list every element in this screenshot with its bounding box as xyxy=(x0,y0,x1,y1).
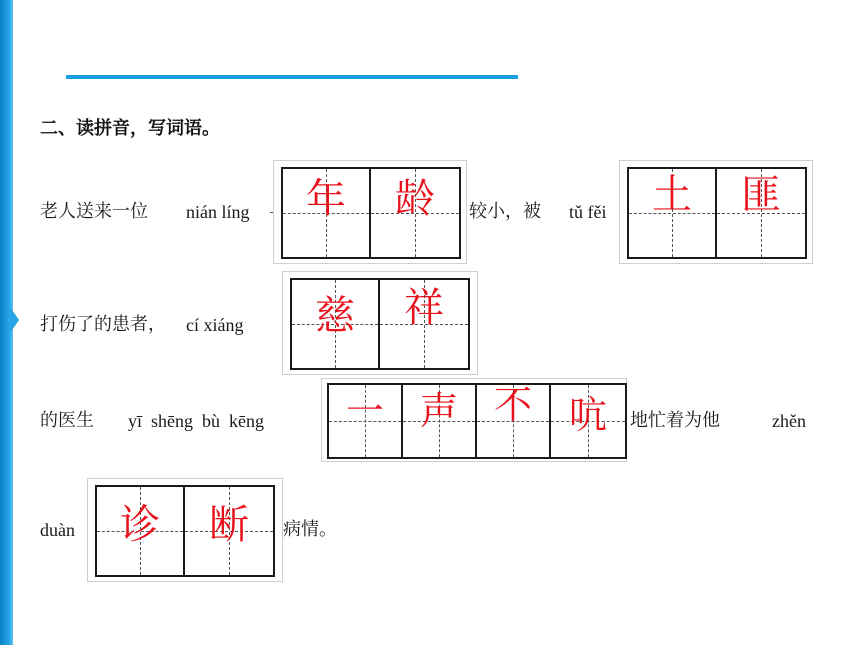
tianzige-grid xyxy=(290,278,470,370)
line3-suffix: 地忙着为他 xyxy=(630,410,720,431)
answer-char: 土 xyxy=(652,172,692,218)
char-cell xyxy=(329,385,403,457)
tianzige-grid xyxy=(627,167,807,259)
answer-char: 慈 xyxy=(315,293,355,339)
answer-char: 诊 xyxy=(120,502,160,548)
answer-char: 年 xyxy=(306,176,346,222)
line1-pinyin-2: tǔ fěi xyxy=(569,202,607,222)
char-cell xyxy=(629,169,717,257)
answer-char: 断 xyxy=(209,502,249,548)
exercise-heading: 二、读拼音，写词语。 xyxy=(40,118,220,139)
char-cell xyxy=(477,385,551,457)
answer-box-zhenduan xyxy=(87,478,283,582)
answer-char: 不 xyxy=(493,383,532,427)
answer-box-yishengbukeng xyxy=(321,378,627,462)
answer-box-tufei xyxy=(619,160,813,264)
line3-prefix: 的医生 xyxy=(40,410,94,431)
line1-middle: 较小，被 xyxy=(469,201,541,222)
line2-pinyin: cí xiáng xyxy=(186,315,244,335)
line1-pinyin-1: nián líng xyxy=(186,202,250,222)
char-cell xyxy=(283,169,371,257)
header-rule xyxy=(66,75,518,79)
tianzige-grid xyxy=(281,167,461,259)
line4-suffix: 病情。 xyxy=(283,519,337,540)
char-cell xyxy=(371,169,459,257)
answer-char: 一 xyxy=(345,389,384,433)
char-cell xyxy=(185,487,273,575)
line3-pinyin: yī shēng bù kēng xyxy=(128,411,264,431)
char-cell xyxy=(97,487,185,575)
char-cell xyxy=(551,385,625,457)
char-cell xyxy=(292,280,380,368)
char-cell xyxy=(380,280,468,368)
line2-prefix: 打伤了的患者， xyxy=(40,314,166,335)
tianzige-grid xyxy=(327,383,627,459)
char-cell xyxy=(403,385,477,457)
answer-box-cixiang xyxy=(282,271,478,375)
answer-char: 匪 xyxy=(741,172,781,218)
answer-box-nianling xyxy=(273,160,467,264)
answer-char: 吭 xyxy=(568,393,607,437)
tianzige-grid xyxy=(95,485,275,577)
line4-pinyin: duàn xyxy=(40,520,75,540)
char-cell xyxy=(717,169,805,257)
line1-prefix: 老人送来一位 xyxy=(40,201,148,222)
answer-char: 声 xyxy=(419,389,458,433)
sidebar-arrow-icon xyxy=(10,307,19,333)
answer-char: 龄 xyxy=(395,176,435,222)
line3-pinyin-end: zhěn xyxy=(772,411,806,431)
answer-char: 祥 xyxy=(404,285,444,331)
